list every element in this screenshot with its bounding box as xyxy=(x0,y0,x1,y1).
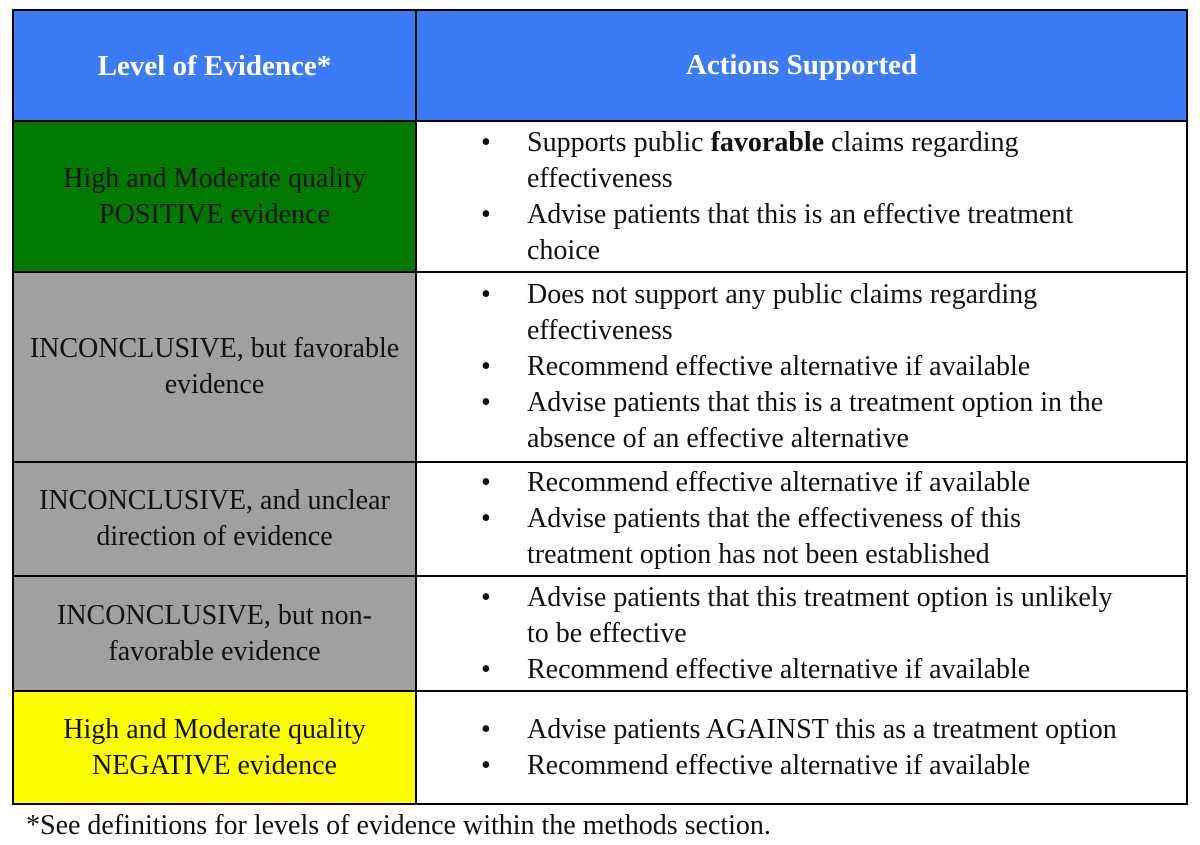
level-cell xyxy=(14,692,417,803)
actions-list xyxy=(417,580,1127,688)
action-item: • Advise patients that this treatment option is unlikely to be effective xyxy=(481,580,1127,652)
actions-cell xyxy=(417,692,1186,803)
actions-cell xyxy=(417,122,1186,271)
level-text: INCONCLUSIVE, and unclear direction of evidence xyxy=(39,485,390,552)
actions-cell xyxy=(417,273,1186,461)
evidence-table xyxy=(12,9,1188,805)
actions-list xyxy=(417,125,1127,269)
action-item: • Advise patients that the effectiveness of this treatment option has not been established xyxy=(481,501,1127,573)
footnote: *See definitions for levels of evidence within the methods section. xyxy=(26,810,771,841)
level-cell xyxy=(14,122,417,271)
action-item: • Recommend effective alternative if available xyxy=(481,349,1127,385)
level-cell xyxy=(14,463,417,575)
table-row xyxy=(14,690,1186,803)
level-cell xyxy=(14,577,417,690)
action-item: • Recommend effective alternative if available xyxy=(481,748,1127,784)
level-text: INCONCLUSIVE, but favorable evidence xyxy=(29,333,400,400)
table-row xyxy=(14,461,1186,575)
table-row xyxy=(14,575,1186,690)
actions-list xyxy=(417,277,1127,457)
actions-list xyxy=(417,712,1127,784)
level-cell xyxy=(14,273,417,461)
action-item: • Recommend effective alternative if available xyxy=(481,465,1127,501)
action-item: • Advise patients that this is an effective treatment choice xyxy=(481,197,1127,269)
action-item: • Advise patients that this is a treatment option in the absence of an effective alternative xyxy=(481,385,1127,457)
table-row xyxy=(14,120,1186,271)
actions-cell xyxy=(417,577,1186,690)
header-actions-supported: Actions Supported xyxy=(417,11,1186,120)
level-text: High and Moderate quality POSITIVE evidence xyxy=(63,162,366,230)
table-header-row xyxy=(14,11,1186,120)
level-text: INCONCLUSIVE, but non-favorable evidence xyxy=(57,599,372,667)
action-item: • Supports public favorable claims regarding effectiveness xyxy=(481,125,1127,197)
actions-cell xyxy=(417,463,1186,575)
table-row xyxy=(14,271,1186,461)
action-item: • Does not support any public claims regarding effectiveness xyxy=(481,277,1127,349)
action-item: • Advise patients AGAINST this as a treatment option xyxy=(481,712,1127,748)
level-text: High and Moderate quality NEGATIVE evidence xyxy=(63,713,366,781)
header-level-of-evidence: Level of Evidence* xyxy=(14,11,417,120)
actions-list xyxy=(417,465,1127,573)
action-item: • Recommend effective alternative if available xyxy=(481,652,1127,688)
